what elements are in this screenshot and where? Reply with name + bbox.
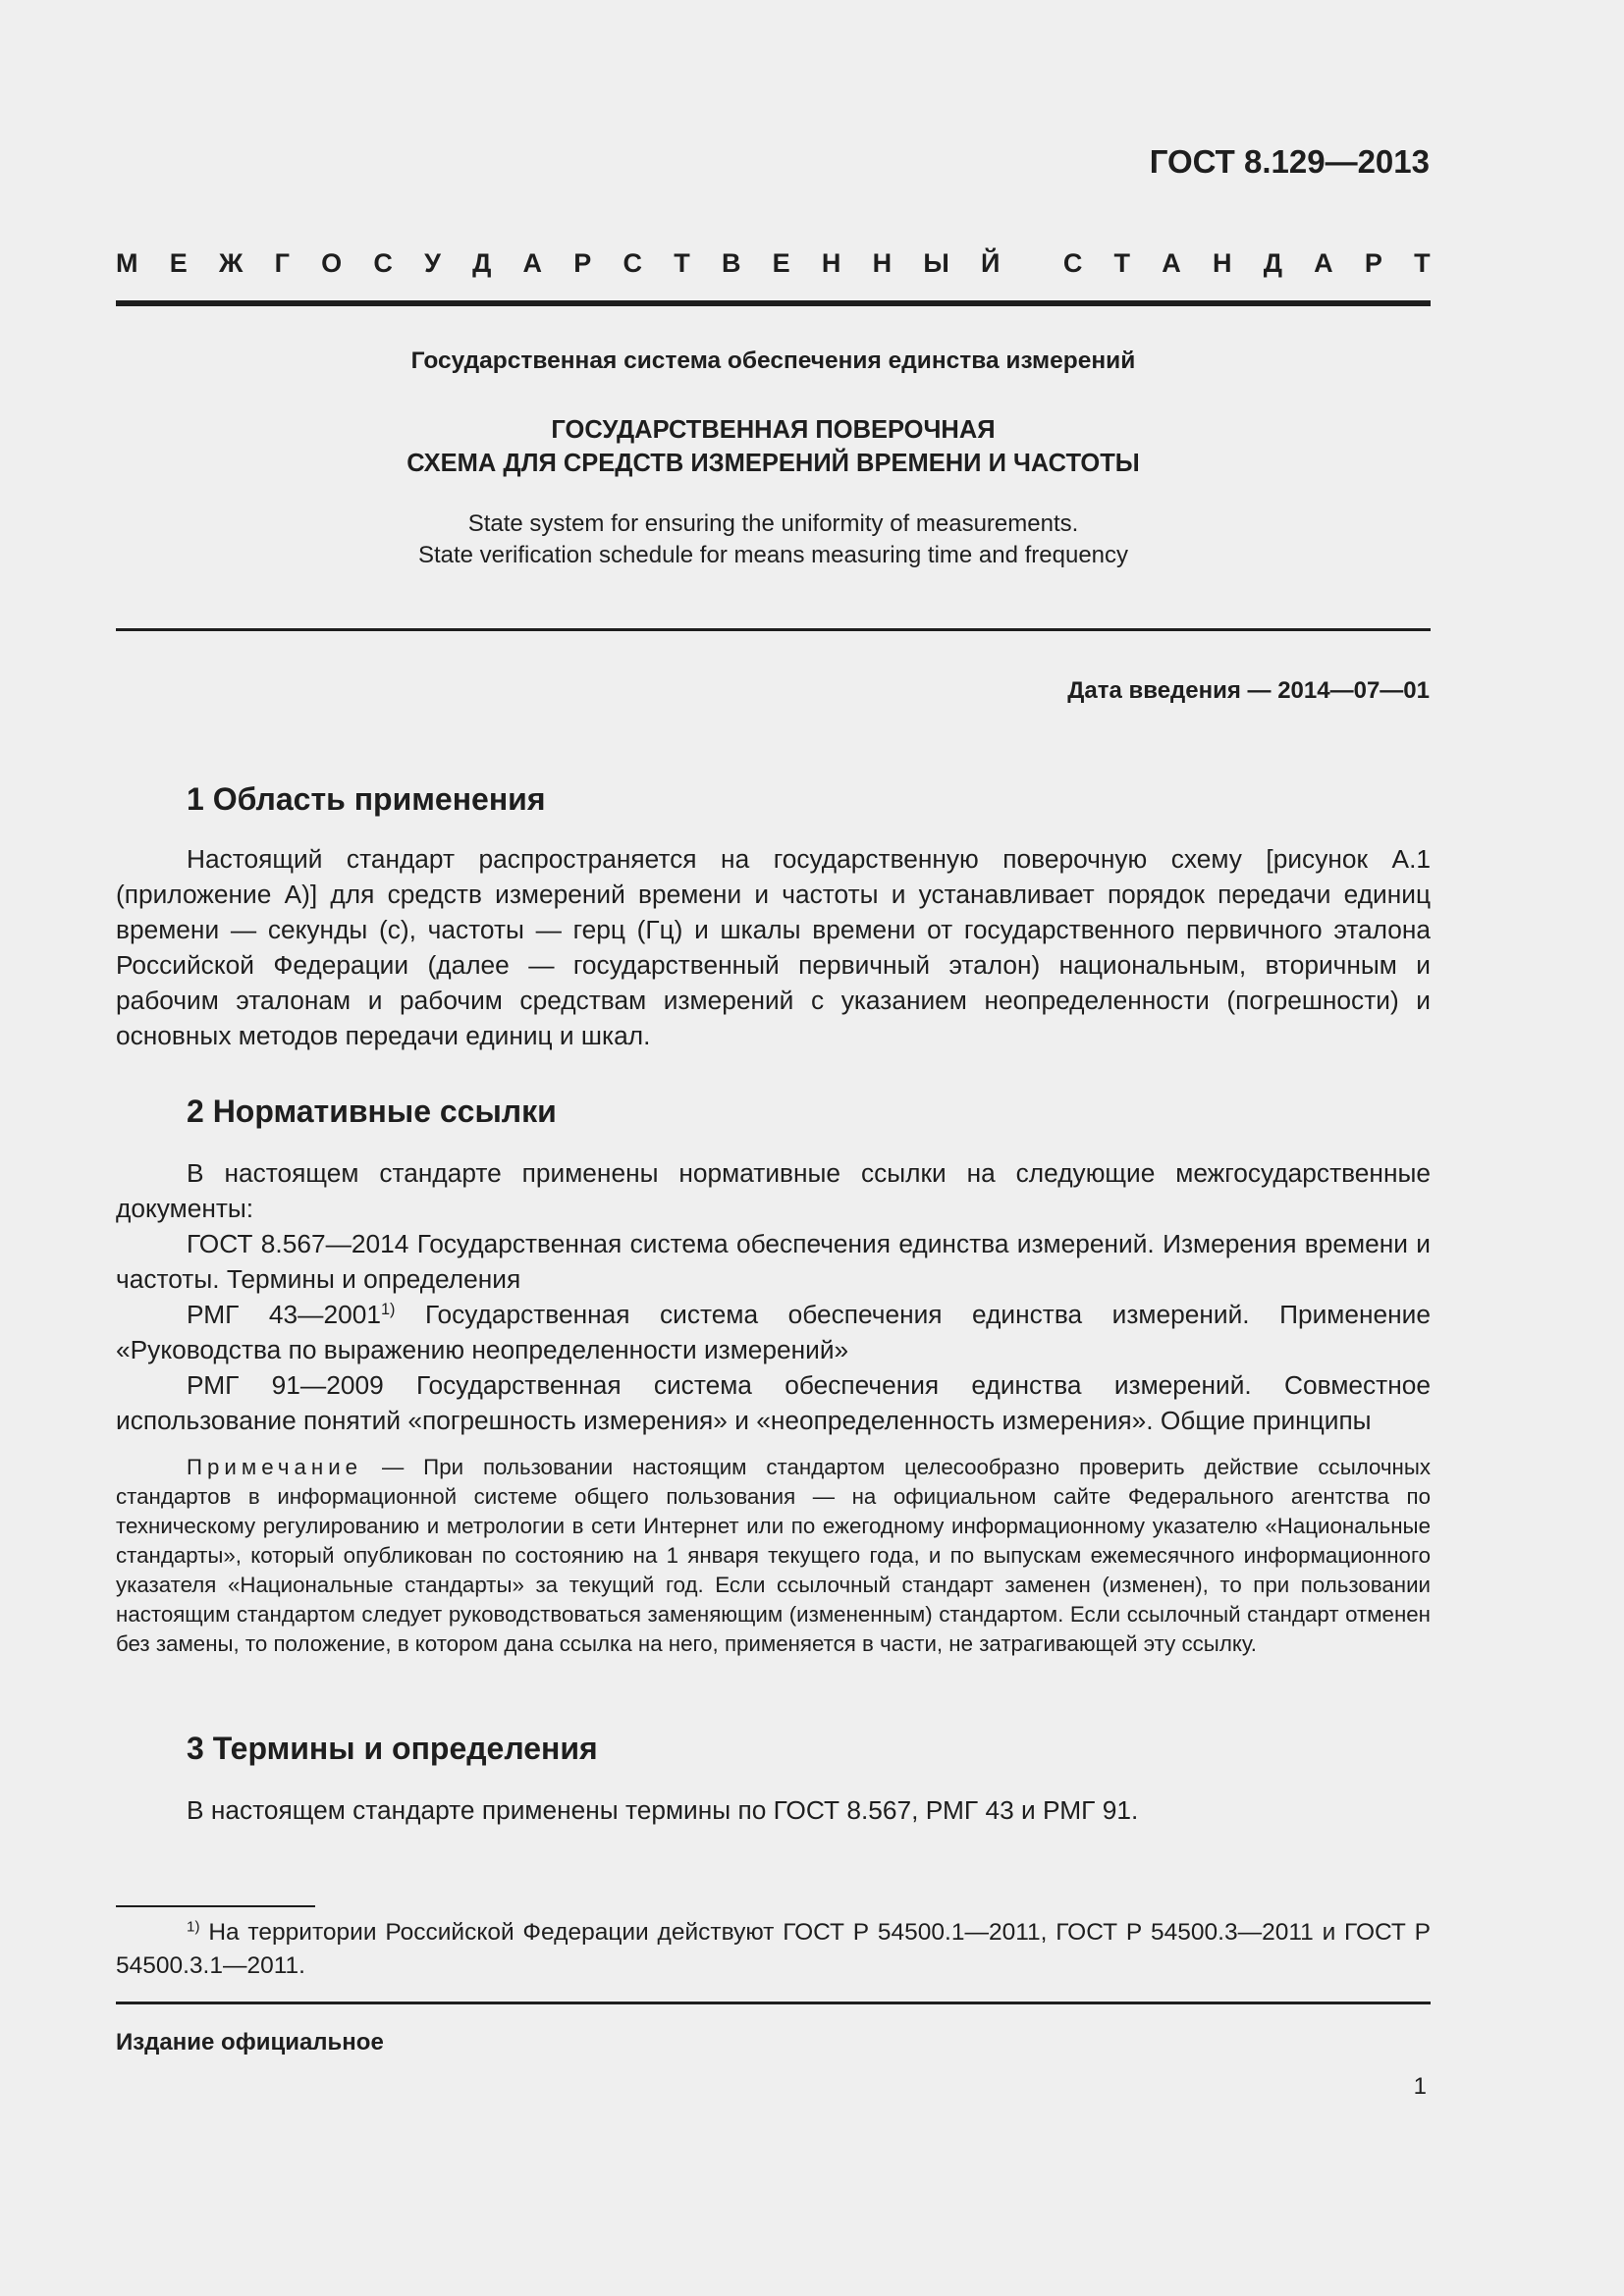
banner-letter: О <box>321 248 343 278</box>
reference-rmg-43 <box>116 1297 1431 1367</box>
reference-text: ГОСТ 8.567—2014 Государственная система обеспечения единства измерений. Измерения времени и частоты. Термины и определения <box>116 1229 1431 1294</box>
section-2-heading: 2 Нормативные ссылки <box>187 1094 557 1129</box>
section-1-heading: 1 Область применения <box>187 781 546 817</box>
header-divider <box>116 300 1431 306</box>
banner-letter: А <box>1162 248 1181 278</box>
banner-letter: Т <box>674 248 690 278</box>
title-line-1: ГОСУДАРСТВЕННАЯ ПОВЕРОЧНАЯ <box>551 416 996 444</box>
note-text: — При пользовании настоящим стандартом целесообразно проверить действие ссылочных стандартов в информационной системе общего пользования — на официальном сайте Федерального агентства по техническому регулированию и метрологии в сети Интернет или по ежегодному информационному указателю «Национальные стандарты», который опубликован по состоянию на 1 января текущего года, и по выпускам ежемесячного информационного указателя «Национальные стандарты» за текущий год. Если ссылочный стандарт заменен (изменен), то при пользовании настоящим стандартом следует руководствоваться заменяющим (измененным) стандартом. Если ссылочный стандарт отменен без замены, то положение, в котором дана ссылка на него, применяется в части, не затрагивающей эту ссылку. <box>116 1455 1431 1656</box>
english-title <box>116 508 1431 571</box>
reference-gost-8-567 <box>116 1226 1431 1297</box>
section-2-intro <box>116 1155 1431 1226</box>
reference-text: РМГ 91—2009 Государственная система обеспечения единства измерений. Совместное использование понятий «погрешность измерения» и «неопределенность измерения». Общие принципы <box>116 1370 1431 1435</box>
footnote-divider <box>116 1905 315 1907</box>
footnote-text: На территории Российской Федерации действуют ГОСТ Р 54500.1—2011, ГОСТ Р 54500.3—2011 и ГОСТ Р 54500.3.1—2011. <box>116 1919 1431 1979</box>
banner-letter: А <box>522 248 543 278</box>
banner-letter: М <box>116 248 138 278</box>
document-number: ГОСТ 8.129—2013 <box>1149 143 1430 180</box>
section-3-text: В настоящем стандарте применены термины по ГОСТ 8.567, РМГ 43 и РМГ 91. <box>187 1795 1139 1825</box>
section-2-intro-text: В настоящем стандарте применены нормативные ссылки на следующие межгосударственные документы: <box>116 1158 1431 1223</box>
note-label: Примечание <box>187 1455 363 1479</box>
official-edition-label: Издание официальное <box>116 2029 384 2056</box>
banner-letter: А <box>1314 248 1333 278</box>
banner-letter: У <box>424 248 441 278</box>
banner-letter: Т <box>1113 248 1131 278</box>
section-1-body <box>116 841 1431 1053</box>
section-1-text: Настоящий стандарт распространяется на государственную поверочную схему [рисунок А.1 (приложение А)] для средств измерений времени и частоты и устанавливает порядок передачи единиц времени — секунды (с), частоты — герц (Гц) и шкалы времени от государственного первичного эталона Российской Федерации (далее — государственный первичный эталон) национальным, вторичным и рабочим эталонам и рабочим средствам измерений с указанием неопределенности (погрешности) и основных методов передачи единиц и шкал. <box>116 844 1431 1050</box>
banner-letter: Т <box>1414 248 1431 278</box>
banner-letter: Н <box>1212 248 1232 278</box>
reference-rmg-91 <box>116 1367 1431 1438</box>
document-title <box>116 413 1431 480</box>
standard-banner <box>116 248 1431 279</box>
title-divider <box>116 628 1431 631</box>
banner-letter: Д <box>472 248 492 278</box>
banner-letter: Р <box>573 248 592 278</box>
reference-code: РМГ 43—2001 <box>187 1300 381 1329</box>
system-subtitle: Государственная система обеспечения единства измерений <box>410 347 1136 374</box>
banner-letter: Н <box>821 248 841 278</box>
banner-letter: Г <box>274 248 290 278</box>
banner-letter: Р <box>1364 248 1382 278</box>
banner-letter: Н <box>872 248 893 278</box>
banner-letter: Е <box>169 248 188 278</box>
footer-divider <box>116 2002 1431 2004</box>
banner-letter: Й <box>980 248 1001 278</box>
title-line-2: СХЕМА ДЛЯ СРЕДСТВ ИЗМЕРЕНИЙ ВРЕМЕНИ И ЧАСТОТЫ <box>406 450 1140 477</box>
footnote-marker: 1) <box>187 1918 200 1936</box>
banner-letter: С <box>373 248 393 278</box>
section-3-body <box>116 1792 1431 1828</box>
banner-letter: В <box>721 248 741 278</box>
english-title-line-1: State system for ensuring the uniformity of measurements. <box>467 510 1079 537</box>
banner-letter: Д <box>1263 248 1282 278</box>
section-3-heading: 3 Термины и определения <box>187 1731 598 1766</box>
introduction-date: Дата введения — 2014—07—01 <box>1067 677 1430 704</box>
page-number: 1 <box>1413 2073 1427 2100</box>
banner-letter: Ы <box>923 248 949 278</box>
note-block <box>116 1453 1431 1659</box>
reference-text: Государственная система обеспечения единства измерений. Применение «Руководства по выражению неопределенности измерений» <box>116 1300 1431 1364</box>
banner-letter: Е <box>772 248 790 278</box>
english-title-line-2: State verification schedule for means measuring time and frequency <box>417 542 1129 568</box>
banner-letter: С <box>1062 248 1083 278</box>
footnote-marker: 1) <box>380 1301 396 1319</box>
banner-letter: Ж <box>218 248 244 278</box>
footnote <box>116 1916 1431 1983</box>
banner-letter: С <box>623 248 642 278</box>
